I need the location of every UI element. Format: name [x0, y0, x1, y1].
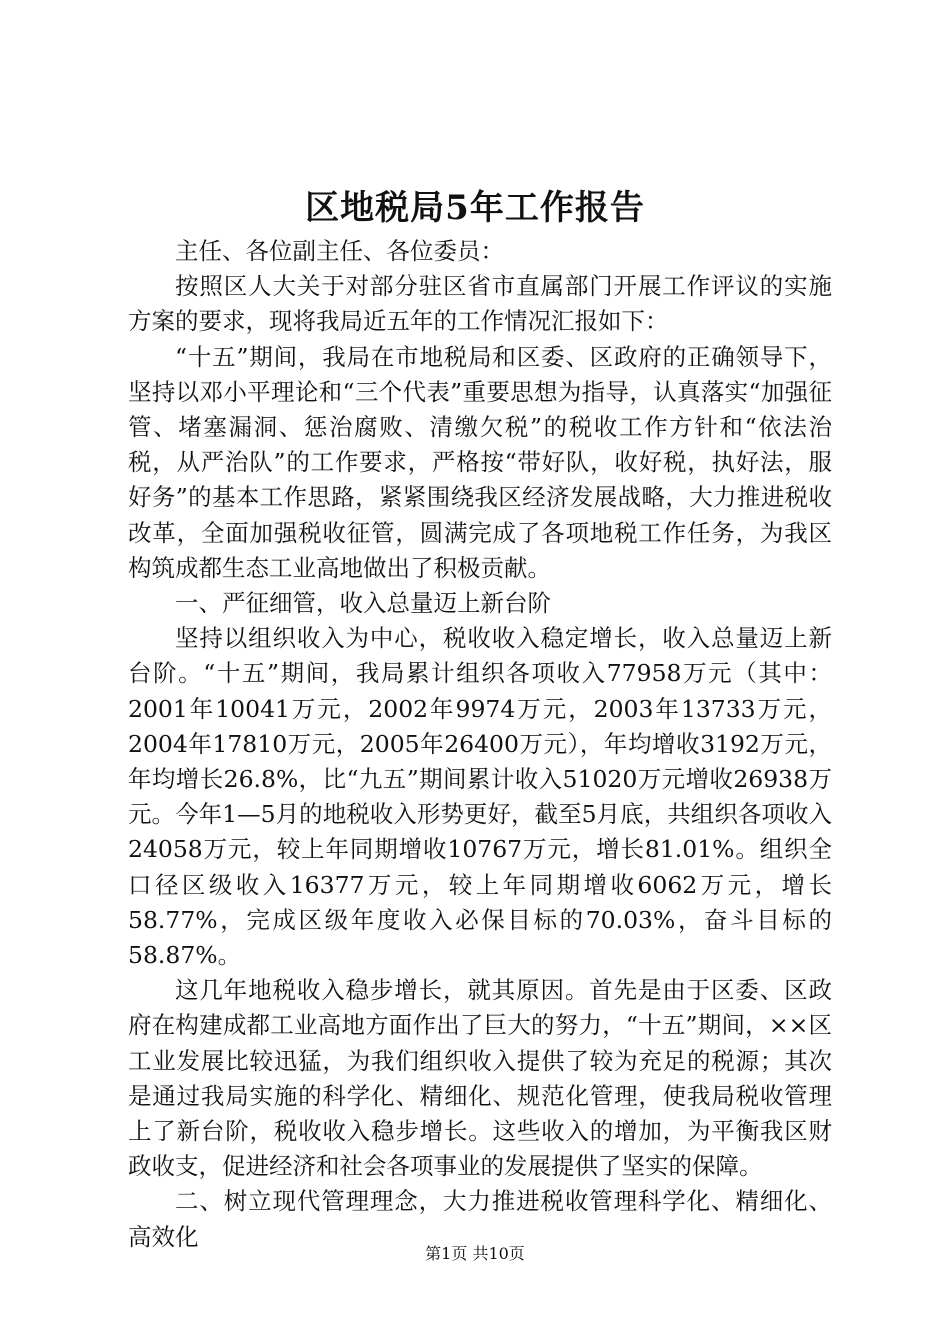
intro-paragraph: 按照区人大关于对部分驻区省市直属部门开展工作评议的实施方案的要求，现将我局近五年的工作情况汇报如下：	[128, 272, 832, 336]
section-heading-2: 二、树立现代管理理念，大力推进税收管理科学化、精细化、高效化	[128, 1187, 832, 1251]
section-heading-1: 一、严征细管，收入总量迈上新台阶	[175, 589, 551, 618]
page-number-footer: 第1页 共10页	[425, 1244, 525, 1263]
overview-paragraph: “十五”期间，我局在市地税局和区委、区政府的正确领导下，坚持以邓小平理论和“三个代表”重要思想为指导，认真落实“加强征管、堵塞漏洞、惩治腐败、清缴欠税”的税收工作方针和“依法治税，从严治队”的工作要求，严格按“带好队，收好税，执好法，服好务”的基本工作思路，紧紧围绕我区经济发展战略，大力推进税收改革，全面加强税收征管，圆满完成了各项地税工作任务，为我区构筑成都生态工业高地做出了积极贡献。	[128, 342, 832, 582]
salutation-paragraph: 主任、各位副主任、各位委员：	[175, 237, 504, 265]
revenue-paragraph: 坚持以组织收入为中心，税收收入稳定增长，收入总量迈上新台阶。“十五”期间，我局累计组织各项收入77958万元（其中：2001年10041万元，2002年9974万元，2003年13733万元，2004年17810万元，2005年26400万元），年均增收3192万元，年均增长26.8%，比“九五”期间累计收入51020万元增收26938万元。今年1—5月的地税收入形势更好，截至5月底，共组织各项收入24058万元，较上年同期增收10767万元，增长81.01%。组织全口径区级收入16377万元，较上年同期增收6062万元，增长58.77%，完成区级年度收入必保目标的70.03%，奋斗目标的58.87%。	[128, 624, 832, 970]
reasons-paragraph: 这几年地税收入稳步增长，就其原因。首先是由于区委、区政府在构建成都工业高地方面作出了巨大的努力，“十五”期间，××区工业发展比较迅猛，为我们组织收入提供了较为充足的税源；其次是通过我局实施的科学化、精细化、规范化管理，使我局税收管理上了新台阶，税收收入稳步增长。这些收入的增加，为平衡我区财政收支，促进经济和社会各项事业的发展提供了坚实的保障。	[128, 976, 832, 1181]
document-title: 区地税局5年工作报告	[305, 188, 645, 228]
document-body	[128, 234, 832, 1255]
